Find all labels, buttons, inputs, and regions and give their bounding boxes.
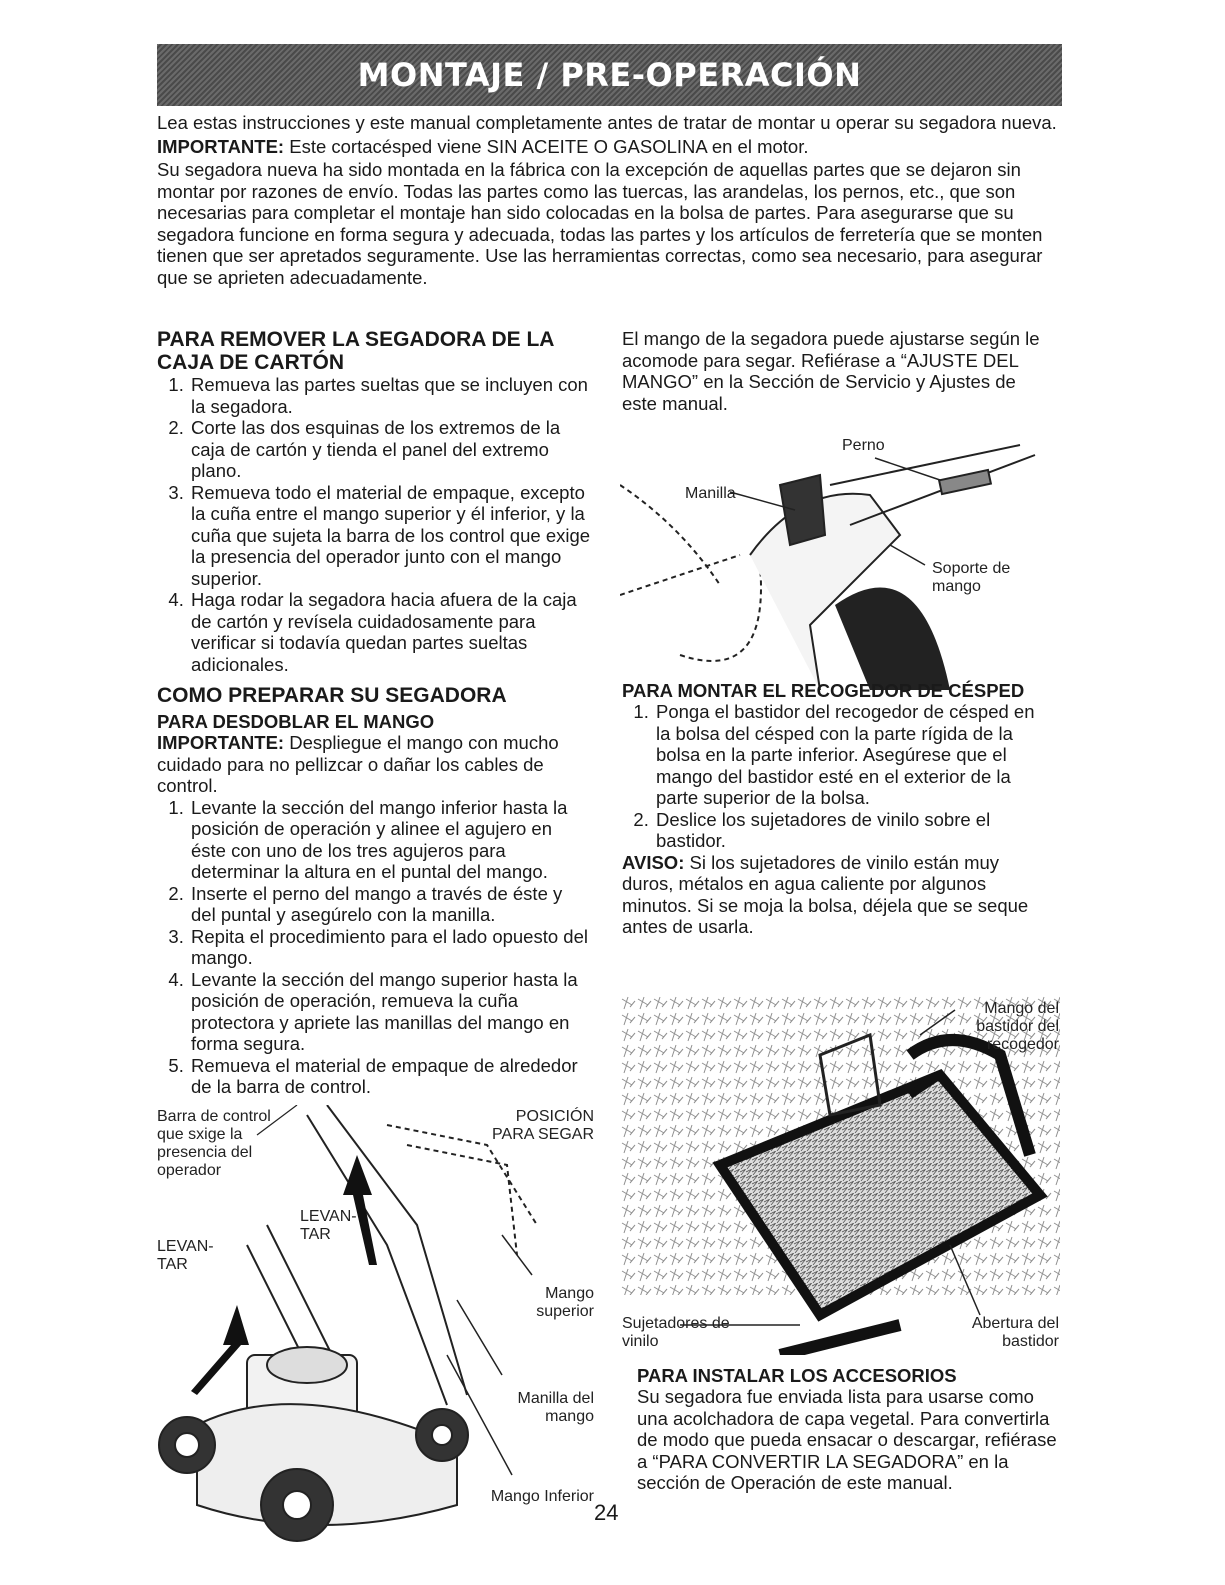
label-levantar-upper: LEVAN-TAR [300,1208,357,1243]
remove-title: PARA REMOVER LA SEGADORA DE LA CAJA DE CARTÓN [157,328,554,374]
important-label: IMPORTANTE: [157,732,285,753]
prepare-steps [157,797,592,1098]
aviso-label: AVISO: [622,851,685,873]
important-text: Este cortacésped viene SIN ACEITE O GASOLINA en el motor. [289,135,809,157]
list-item: 1. Remueva las partes sueltas que se incluyen con la segadora. [189,374,597,417]
prepare-section [157,684,592,1098]
catcher-aviso [622,852,1052,938]
list-item: 4. Levante la sección del mango superior hasta la posición de operación, remueva la cuña protectora y apriete las manillas del mango en forma segura. [189,969,592,1055]
label-sujetadores: Sujetadores de vinilo [622,1315,730,1350]
label-perno: Perno [842,437,885,454]
page-number: 24 [594,1500,619,1525]
remove-section [157,328,597,675]
handle-bracket-figure [620,425,1040,690]
label-manilla: Manilla [685,485,736,502]
list-item: 5. Remueva el material de empaque de alrededor de la barra de control. [189,1055,592,1098]
accessories-title: PARA INSTALAR LOS ACCESORIOS [637,1365,957,1386]
prepare-subtitle: PARA DESDOBLAR EL MANGO [157,711,435,732]
label-posicion-segar: POSICIÓN PARA SEGAR [492,1108,594,1143]
label-levantar-lower: LEVAN-TAR [157,1238,214,1273]
aviso-text: Si los sujetadores de vinilo están muy duros, métalos en agua caliente por algunos minutos. Si se moja la bolsa, déjela que se seque antes de usarla. [622,851,1029,937]
label-mango-inferior: Mango Inferior [490,1488,594,1505]
prepare-important [157,732,592,797]
list-item: 2. Deslice los sujetadores de vinilo sobre el bastidor. [654,809,1052,852]
label-manilla-mango: Manilla del mango [517,1390,594,1425]
prepare-title: COMO PREPARAR SU SEGADORA [157,684,507,707]
list-item: 2. Corte las dos esquinas de los extremos de la caja de cartón y tienda el panel del extremo plano. [189,417,597,482]
label-soporte-mango: Soporte de mango [932,560,1011,595]
list-item: 1. Levante la sección del mango inferior hasta la posición de operación y alinee el agujero en éste con uno de los tres agujeros para determinar la altura en el puntal del mango. [189,797,592,883]
catcher-title: PARA MONTAR EL RECOGEDOR DE CÉSPED [622,680,1025,701]
important-label: IMPORTANTE: [157,135,285,157]
list-item: 3. Remueva todo el material de empaque, excepto la cuña entre el mango superior y él inferior, y la cuña que sujeta la barra de los control que exige la presencia del operador junto con el mango superior. [189,482,597,590]
intro-paragraph-3: Su segadora nueva ha sido montada en la fábrica con la excepción de aquellas partes que se dejaron sin montar por razones de envío. Todas las partes como las tuercas, las arandelas, los pernos, etc., que son necesarias para completar el montaje han sido colocadas en la bolsa de partes. Para asegurarse que su segadora funcione en forma segura y adecuada, todas las partes y los artículos de ferretería que se monten tienen que ser apretados seguramente. Use las herramientas correctas, como sea necesario, para asegurar que se aprieten adecuadamente. [157,159,1043,288]
handle-adjust-text: El mango de la segadora puede ajustarse según le acomode para segar. Refiérase a “AJUSTE DEL MANGO” en la Sección de Servicio y Ajustes de este manual. [622,328,1040,414]
catcher-steps [622,701,1052,852]
important-text: Despliegue el mango con mucho cuidado para no pellizcar o dañar los cables de control. [157,732,559,796]
banner-title: MONTAJE / PRE-OPERACIÓN [357,56,862,94]
intro-section [157,112,1067,290]
label-mango-superior: Mango superior [536,1285,594,1320]
intro-paragraph-1: Lea estas instrucciones y este manual completamente antes de tratar de montar u operar su segadora nueva. [157,112,1057,133]
catcher-section [622,680,1052,938]
accessories-text: Su segadora fue enviada lista para usarse como una acolchadora de capa vegetal. Para convertirla de modo que pueda ensacar o descargar, refiérase a “PARA CONVERTIR LA SEGADORA” en la sección de Operación de este manual. [637,1386,1057,1493]
accessories-section [637,1365,1057,1494]
label-barra-control: Barra de control que sxige la presencia del operador [157,1108,271,1179]
list-item: 2. Inserte el perno del mango a través de éste y del puntal y asegúrelo con la manilla. [189,883,592,926]
list-item: 3. Repita el procedimiento para el lado opuesto del mango. [189,926,592,969]
label-abertura: Abertura del bastidor [971,1315,1059,1350]
intro-important [157,136,1067,158]
list-item: 4. Haga rodar la segadora hacia afuera de la caja de cartón y revísela cuidadosamente para verificar si todavía quedan partes sueltas adicionales. [189,589,597,675]
remove-steps [157,374,597,675]
section-banner [157,44,1062,106]
list-item: 1. Ponga el bastidor del recogedor de césped en la bolsa del césped con la parte rígida de la bolsa en la parte inferior. Asegúrese que el mango del bastidor esté en el exterior de la parte superior de la bolsa. [654,701,1052,809]
label-mango-bastidor: Mango del bastidor del recogedor [976,1000,1059,1053]
